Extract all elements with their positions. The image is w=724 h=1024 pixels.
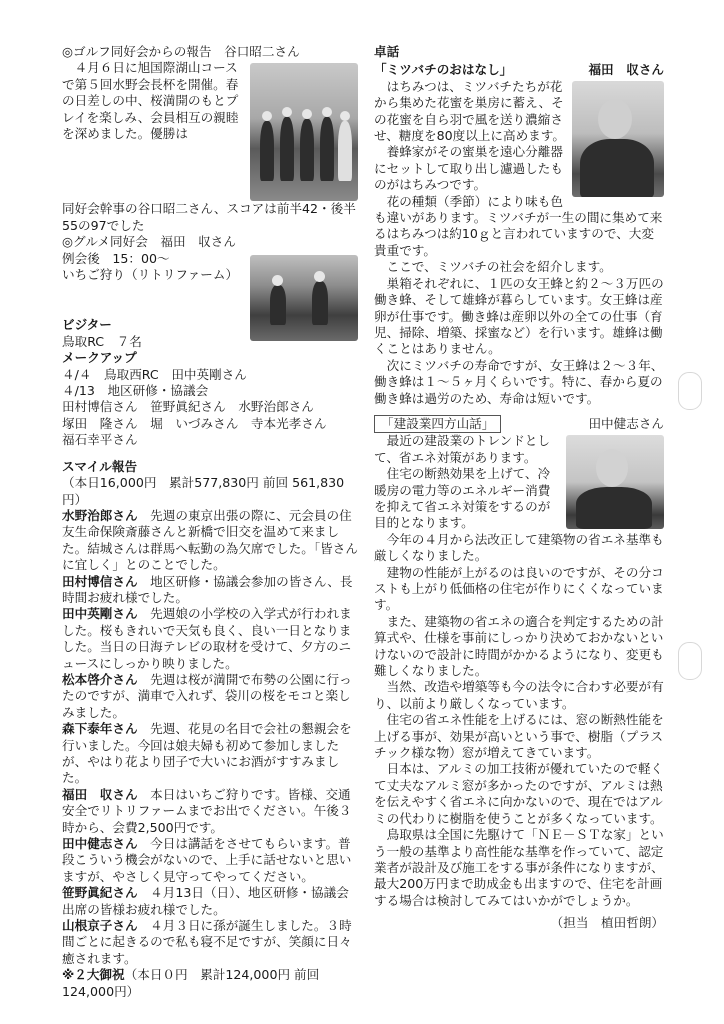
gourmet-time: 例会後 15：00～ — [62, 250, 170, 266]
speaker-photo-tanaka — [566, 435, 664, 529]
smile-entry — [62, 508, 358, 574]
bee-paragraph: 次にミツバチの寿命ですが、女王蜂は２～３年、働き蜂は１～５ヶ月くらいです。特に、春から夏の働き蜂は過労のため、寿命は短いです。 — [374, 357, 664, 406]
kensetsu-talk-body — [374, 433, 664, 909]
smile-entry-text: 地区研修・協議会参加の皆さん、長時間お疲れ様でした。 — [62, 573, 353, 605]
bee-paragraph: 花の種類（季節）により味も色も違いがあります。ミツバチが一生の間に集めて来るはちみつは約10ｇと言われていますので、大変貴重です。 — [374, 193, 663, 258]
visitor-line: 鳥取RC ７名 — [62, 333, 142, 349]
golf-group-photo — [250, 63, 358, 201]
smile-entry-text: ４月13日（日）、地区研修・協議会出席の皆様お疲れ様でした。 — [62, 885, 349, 917]
binder-hole — [678, 642, 702, 680]
double-celebration — [62, 967, 358, 1000]
visitor-heading: ビジター — [62, 317, 112, 333]
talk-label: 卓話 — [374, 44, 400, 59]
smile-entry — [62, 606, 358, 672]
smile-entry-text: 先週の東京出張の際に、元会員の住友生命保険斎藤さんと新橋で旧交を温めて来ました。結城さんは群馬へ転勤の為欠席でした。「皆さんに宜しく」とのことでした。 — [62, 507, 358, 573]
right-column — [374, 44, 664, 932]
kensetsu-paragraph: また、建築物の省エネの適合を判定するための計算式や、仕様を事前にしっかり決めておかないといけないので設計に時間がかかるようになり、変更も難しくなりました。 — [374, 613, 664, 679]
smile-entry-text: 先週、花見の名目で会社の懇親会を行いました。今回は娘夫婦も初めて参加しましたが、やはり花より団子で大いにお酒がすすみました。 — [62, 721, 352, 786]
kensetsu-talk-speaker: 田中健志さん — [588, 415, 664, 431]
golf-report-body-continued: 同好会幹事の谷口昭二さん、スコアは前半42・後半55の97でした — [62, 201, 356, 233]
smile-entry-name: 田中健志さん — [62, 836, 138, 852]
strawberry-picking-photo — [250, 255, 358, 341]
smile-entry-name: 松本啓介さん — [62, 671, 138, 687]
smile-summary: （本日16,000円 累計577,830円 前回 561,830円） — [62, 475, 345, 507]
smile-entry — [62, 918, 358, 967]
smile-entry-text: 先週娘の小学校の入学式が行われました。桜もきれいで天気も良く、良い一日となりました。当日の日海テレビの取材を受けて、夕方のニュースにしっかり映りました。 — [62, 606, 352, 671]
double-celebration-text: （本日０円 累計124,000円 前回124,000円） — [62, 967, 320, 999]
kensetsu-paragraph: 鳥取県は全国に先駆けて「ＮＥ－ＳＴな家」という一般の基準より高性能な基準を作っていて、認定業者が設計及び施工をする事が条件になりますが、最大200万円まで助成金も出ますので、住宅を計画する場合は検討してみてはいかがでしょうか。 — [374, 827, 664, 908]
smile-entry — [62, 787, 358, 836]
binder-hole — [678, 372, 702, 410]
makeup-line: ４/４ 鳥取西RC 田中英剛さん — [62, 366, 247, 382]
smile-entry — [62, 885, 358, 918]
golf-report — [62, 60, 358, 201]
makeup-heading: メークアップ — [62, 350, 137, 366]
smile-entry-name: 田村博信さん — [62, 573, 138, 589]
kensetsu-paragraph: 住宅の省エネ性能を上げるには、窓の断熱性能を上げる事が、効果が高いという事で、樹脂（プラスチック様な物）窓が増えてきています。 — [374, 712, 664, 761]
makeup-line: 田村博信さん 笹野眞紀さん 水野治郎さん — [62, 399, 314, 415]
double-celebration-label: ※２大御祝 — [62, 967, 125, 983]
bee-talk-title: 「ミツバチのおはなし」 — [374, 62, 513, 78]
makeup-line: 福石幸平さん — [62, 432, 138, 448]
bee-paragraph: はちみつは、ミツバチたちが花から集めた花蜜を巣房に蓄え、その花蜜を自ら羽で風を送り濃縮させ、糖度を80度以上に高めます。 — [374, 78, 565, 144]
bee-talk-speaker: 福田 収さん — [588, 62, 664, 78]
smile-entry-name: 森下泰年さん — [62, 721, 138, 737]
bee-title-row — [374, 62, 664, 78]
smile-entry-name: 山根京子さん — [62, 918, 138, 934]
kensetsu-paragraph: 日本は、アルミの加工技術が優れていたので軽くて丈夫なアルミ窓が多かったのですが、アルミは熱を伝えやすく省エネに向かないので、現在ではアルミの代わりに樹脂を使うことが多くなっています。 — [374, 761, 664, 826]
smile-entry — [62, 574, 358, 607]
speaker-photo-fukuda — [572, 81, 664, 197]
bee-paragraph: 巣箱それぞれに、１匹の女王蜂と約２～３万匹の働き蜂、そして雄蜂が暮らしています。女王蜂は産卵が仕事です。働き蜂は産卵以外の全ての仕事（育児、掃除、増築、採蜜など）を行います。雄蜂は働くことはありません。 — [374, 275, 664, 357]
golf-report-body: ４月６日に旭国際湖山コースで第５回水野会長杯を開催。春の日差しの中、桜満開のもとプレイを楽しみ、会員相互の親睦を深めました。優勝は — [62, 60, 239, 142]
smile-list — [62, 508, 358, 967]
kensetsu-paragraph: 最近の建設業のトレンドとして、省エネ対策があります。 — [374, 433, 550, 465]
smile-entry-text: ４月３日に孫が誕生しました。３時間ごとに起きるので私も寝不足ですが、笑顔に日々癒されます。 — [62, 918, 352, 966]
gourmet-activity: いちご狩り（リトリファーム） — [62, 267, 239, 283]
smile-entry-text: 先週は桜が満開で布勢の公園に行ったのですが、満車で入れず、袋川の桜をモコと楽しみました。 — [62, 671, 352, 720]
golf-report-title: ◎ゴルフ同好会からの報告 谷口昭二さん — [62, 44, 300, 59]
kensetsu-paragraph: 住宅の断熱効果を上げて、冷暖房の電力等のエネルギー消費を抑えて省エネ対策をするのが目的となります。 — [374, 466, 551, 531]
smile-entry-name: 笹野眞紀さん — [62, 885, 138, 901]
kensetsu-paragraph: 当然、改造や増築等も今の法令に合わす必要が有り、以前より厳しくなっています。 — [374, 679, 664, 711]
signature: （担当 植田哲朗） — [550, 915, 664, 931]
kensetsu-paragraph: 建物の性能が上がるのは良いのですが、その分コストも上がり低価格の住宅が作りにくくなっています。 — [374, 564, 664, 613]
bee-talk-body — [374, 79, 664, 407]
kensetsu-talk-title: 「建設業四方山話」 — [374, 415, 501, 433]
gourmet-report — [62, 251, 358, 351]
left-column — [62, 44, 358, 1000]
smile-entry — [62, 672, 358, 721]
bee-paragraph: 養蜂家がその蜜巣を遠心分離器にセットして取り出し濾過したものがはちみつです。 — [374, 144, 563, 193]
kensetsu-paragraph: 今年の４月から法改正して建築物の省エネ基準も厳しくなりました。 — [374, 531, 664, 564]
bee-paragraph: ここで、ミツバチの社会を紹介します。 — [386, 259, 612, 275]
smile-entry — [62, 721, 358, 787]
kensetsu-title-row — [374, 415, 664, 433]
makeup-line: 塚田 隆さん 堀 いづみさん 寺本光孝さん — [62, 415, 327, 431]
smile-entry-name: 田中英剛さん — [62, 606, 138, 622]
smile-entry — [62, 836, 358, 885]
smile-heading: スマイル報告 — [62, 458, 138, 474]
gourmet-report-title: ◎グルメ同好会 福田 収さん — [62, 234, 236, 250]
makeup-line: ４/13 地区研修・協議会 — [62, 383, 209, 399]
smile-entry-name: 福田 収さん — [62, 786, 138, 802]
smile-entry-text: 今日は講話をさせてもらいます。普段こういう機会がないので、上手に話せないと思いますが、やさしく見守ってやってください。 — [62, 836, 352, 884]
smile-entry-name: 水野治郎さん — [62, 507, 138, 523]
smile-entry-text: 本日はいちご狩りです。皆様、交通安全でリトリファームまでお出でください。午後３時から、会費2,500円です。 — [62, 786, 352, 835]
